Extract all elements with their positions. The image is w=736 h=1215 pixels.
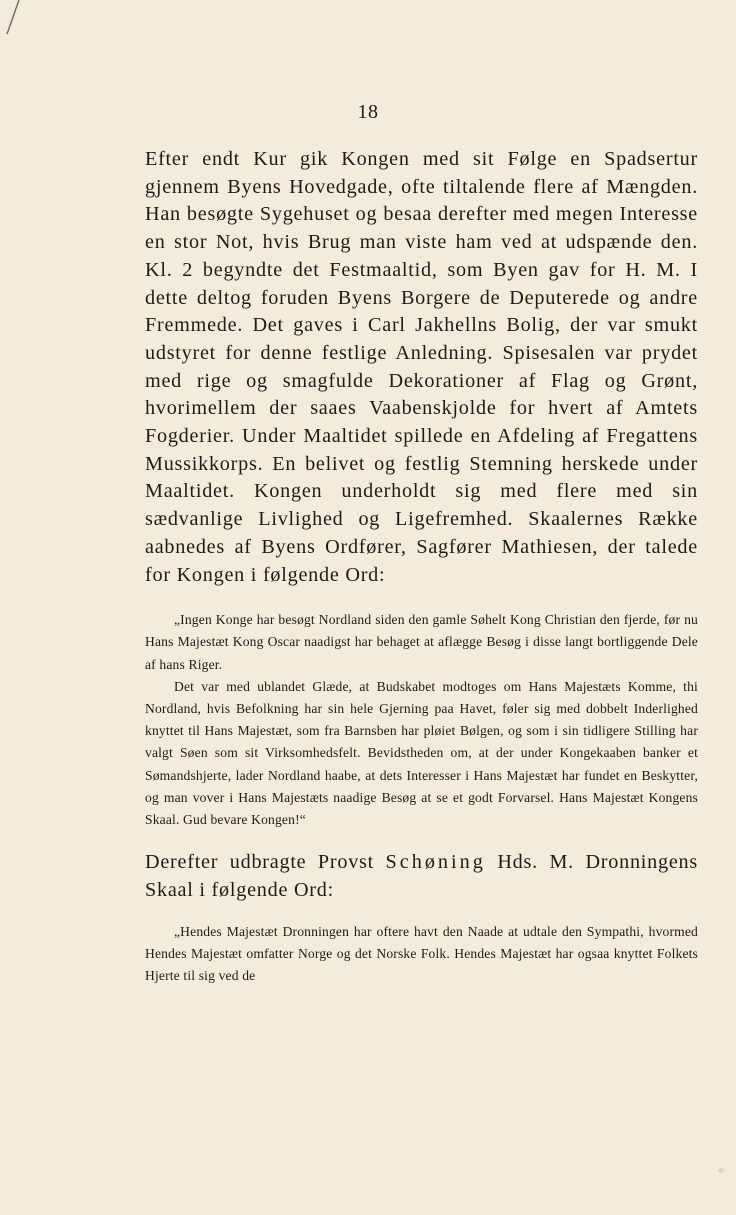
page-body xyxy=(145,146,698,987)
toast-quote-king-intro: „Ingen Konge har besøgt Nordland siden den gamle Søhelt Kong Christian den fjerde, før nu Hans Majestæt Kong Oscar naadigst har behaget at aflægge Besøg i disse langt bortliggende Dele af hans Riger. xyxy=(145,612,698,672)
intro-text-rest: Hds. M. Dronningens Skaal i følgende Ord: xyxy=(145,851,699,901)
page-number: 18 xyxy=(357,101,379,123)
toast-quote-queen: „Hendes Majestæt Dronningen har oftere havt den Naade at udtale den Sympathi, hvormed Hendes Majestæt omfatter Norge og det Norske Folk. Hendes Majestæt har ogsaa knyttet Folkets Hjerte til sig ved de xyxy=(145,923,698,984)
intro-text: Derefter udbragte Provst xyxy=(145,851,375,874)
body-paragraph: Efter endt Kur gik Kongen med sit Følge en Spadsertur gjennem Byens Hovedgade, ofte tiltalende flere af Mængden. Han besøgte Sygehuset og besaa derefter med megen Interesse en stor Not, hvis Brug man viste ham ved at udspænde den. Kl. 2 begyndte det Festmaaltid, som Byen gav for H. M. I dette deltog foruden Byens Borgere de Deputerede og andre Fremmede. Det gaves i Carl Jakhellns Bolig, der var smukt udstyret for denne festlige Anledning. Spisesalen var prydet med rige og smagfulde Dekorationer af Flag og Grønt, hvorimellem der saaes Vaabenskjolde for hvert af Amtets Fogderier. Under Maaltidet spillede en Afdeling af Fregattens Mussikkorps. En belivet og festlig Stemning herskede under Maaltidet. Kongen underholdt sig med flere med sin sædvanlige Livlighed og Ligefremhed. Skaalernes Række aabnedes af Byens Ordfører, Sagfører Mathiesen, der talede for Kongen i følgende Ord: xyxy=(145,148,698,586)
speaker-name: Schøning xyxy=(385,851,486,874)
paper-speck xyxy=(718,1168,724,1173)
body-paragraph-queen-intro xyxy=(145,849,698,904)
pencil-mark xyxy=(4,0,22,36)
toast-quote-king-body: Det var med ublandet Glæde, at Budskabet modtoges om Hans Majestæts Komme, thi Nordland, hvis Befolkning har sin hele Gjerning paa Havet, føler sig med dobbelt Inderlighed knyttet til Hans Majestæt, som fra Barnsben har pløiet Bølgen, og som i sin tidligere Stilling har valgt Søen som sit Virksomhedsfelt. Bevidstheden om, at der under Kongekaaben banker et Sømandshjerte, lader Nordland haabe, at dets Interesser i Hans Majestæt har fundet en Beskytter, og man vover i Hans Majestæts naadige Besøg at se et godt Forvarsel. Hans Majestæt Kongens Skaal. Gud bevare Kongen!“ xyxy=(145,678,698,828)
